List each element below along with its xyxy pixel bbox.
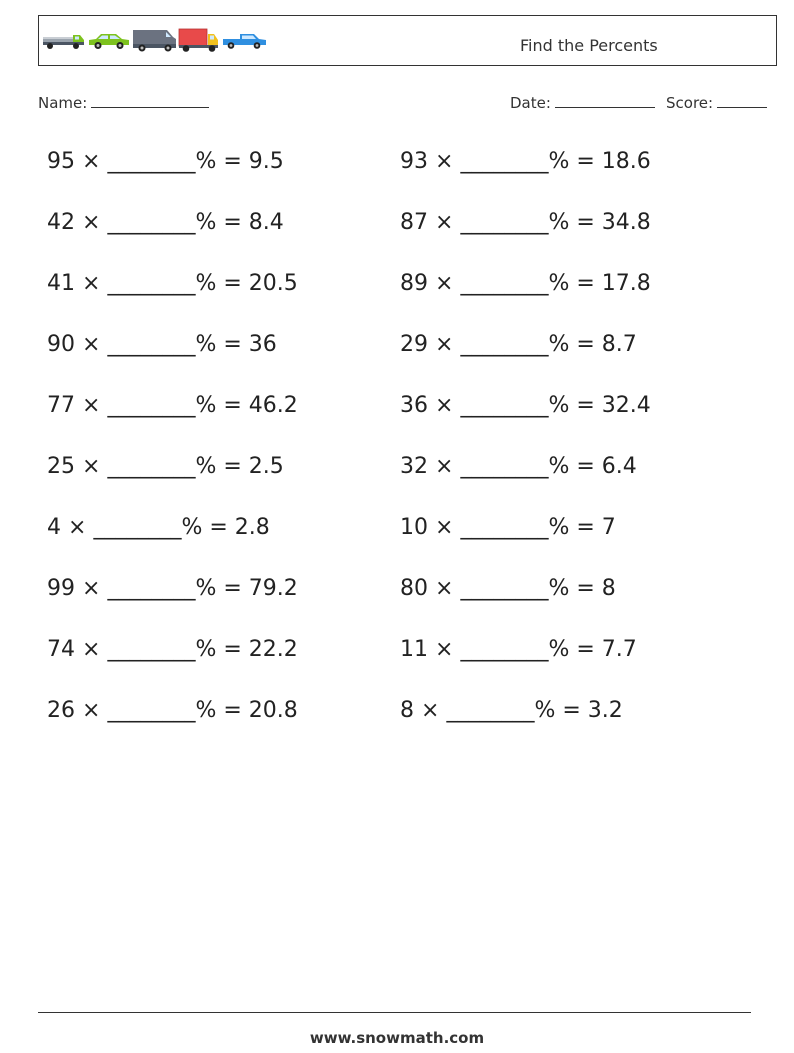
problem-left-8: 99 × ________% = 79.2 xyxy=(47,576,298,601)
problem-right-9: 11 × ________% = 7.7 xyxy=(400,637,637,662)
answer-blank: ________ xyxy=(446,698,535,723)
score-field[interactable] xyxy=(666,93,767,112)
problem-right-1: 93 × ________% = 18.6 xyxy=(400,149,651,174)
problem-right-7: 10 × ________% = 7 xyxy=(400,515,616,540)
problem-left-2: 42 × ________% = 8.4 xyxy=(47,210,284,235)
worksheet-title: Find the Percents xyxy=(520,36,658,55)
blue-pickup-icon xyxy=(223,34,266,49)
answer-blank: ________ xyxy=(107,149,196,174)
red-truck-icon xyxy=(179,29,218,52)
answer-blank: ________ xyxy=(107,271,196,296)
name-blank[interactable] xyxy=(91,93,209,108)
answer-blank: ________ xyxy=(460,393,549,418)
answer-blank: ________ xyxy=(93,515,182,540)
answer-blank: ________ xyxy=(460,576,549,601)
problem-right-8: 80 × ________% = 8 xyxy=(400,576,616,601)
vehicles-illustration xyxy=(42,26,272,56)
answer-blank: ________ xyxy=(107,576,196,601)
answer-blank: ________ xyxy=(107,393,196,418)
problem-left-9: 74 × ________% = 22.2 xyxy=(47,637,298,662)
footer-divider xyxy=(38,1012,751,1013)
problem-right-3: 89 × ________% = 17.8 xyxy=(400,271,651,296)
answer-blank: ________ xyxy=(460,637,549,662)
date-label: Date: xyxy=(510,94,551,112)
problem-right-6: 32 × ________% = 6.4 xyxy=(400,454,637,479)
answer-blank: ________ xyxy=(107,454,196,479)
gray-van-icon xyxy=(133,30,176,52)
score-label: Score: xyxy=(666,94,714,112)
answer-blank: ________ xyxy=(460,515,549,540)
answer-blank: ________ xyxy=(107,210,196,235)
answer-blank: ________ xyxy=(460,149,549,174)
score-blank[interactable] xyxy=(717,93,767,108)
date-blank[interactable] xyxy=(555,93,655,108)
problem-left-6: 25 × ________% = 2.5 xyxy=(47,454,284,479)
flatbed-truck-icon xyxy=(43,35,84,49)
answer-blank: ________ xyxy=(460,210,549,235)
green-car-icon xyxy=(89,34,129,49)
problem-left-4: 90 × ________% = 36 xyxy=(47,332,277,357)
name-label: Name: xyxy=(38,94,88,112)
problem-left-1: 95 × ________% = 9.5 xyxy=(47,149,284,174)
answer-blank: ________ xyxy=(460,332,549,357)
footer-url: www.snowmath.com xyxy=(309,1029,485,1047)
problem-left-5: 77 × ________% = 46.2 xyxy=(47,393,298,418)
header-box xyxy=(38,15,777,66)
answer-blank: ________ xyxy=(460,454,549,479)
problem-right-10: 8 × ________% = 3.2 xyxy=(400,698,623,723)
answer-blank: ________ xyxy=(107,698,196,723)
name-field[interactable] xyxy=(38,93,209,112)
answer-blank: ________ xyxy=(107,332,196,357)
problem-left-7: 4 × ________% = 2.8 xyxy=(47,515,270,540)
problem-right-2: 87 × ________% = 34.8 xyxy=(400,210,651,235)
answer-blank: ________ xyxy=(107,637,196,662)
problem-right-4: 29 × ________% = 8.7 xyxy=(400,332,637,357)
problem-left-10: 26 × ________% = 20.8 xyxy=(47,698,298,723)
date-field[interactable] xyxy=(510,93,655,112)
answer-blank: ________ xyxy=(460,271,549,296)
problem-right-5: 36 × ________% = 32.4 xyxy=(400,393,651,418)
problem-left-3: 41 × ________% = 20.5 xyxy=(47,271,298,296)
